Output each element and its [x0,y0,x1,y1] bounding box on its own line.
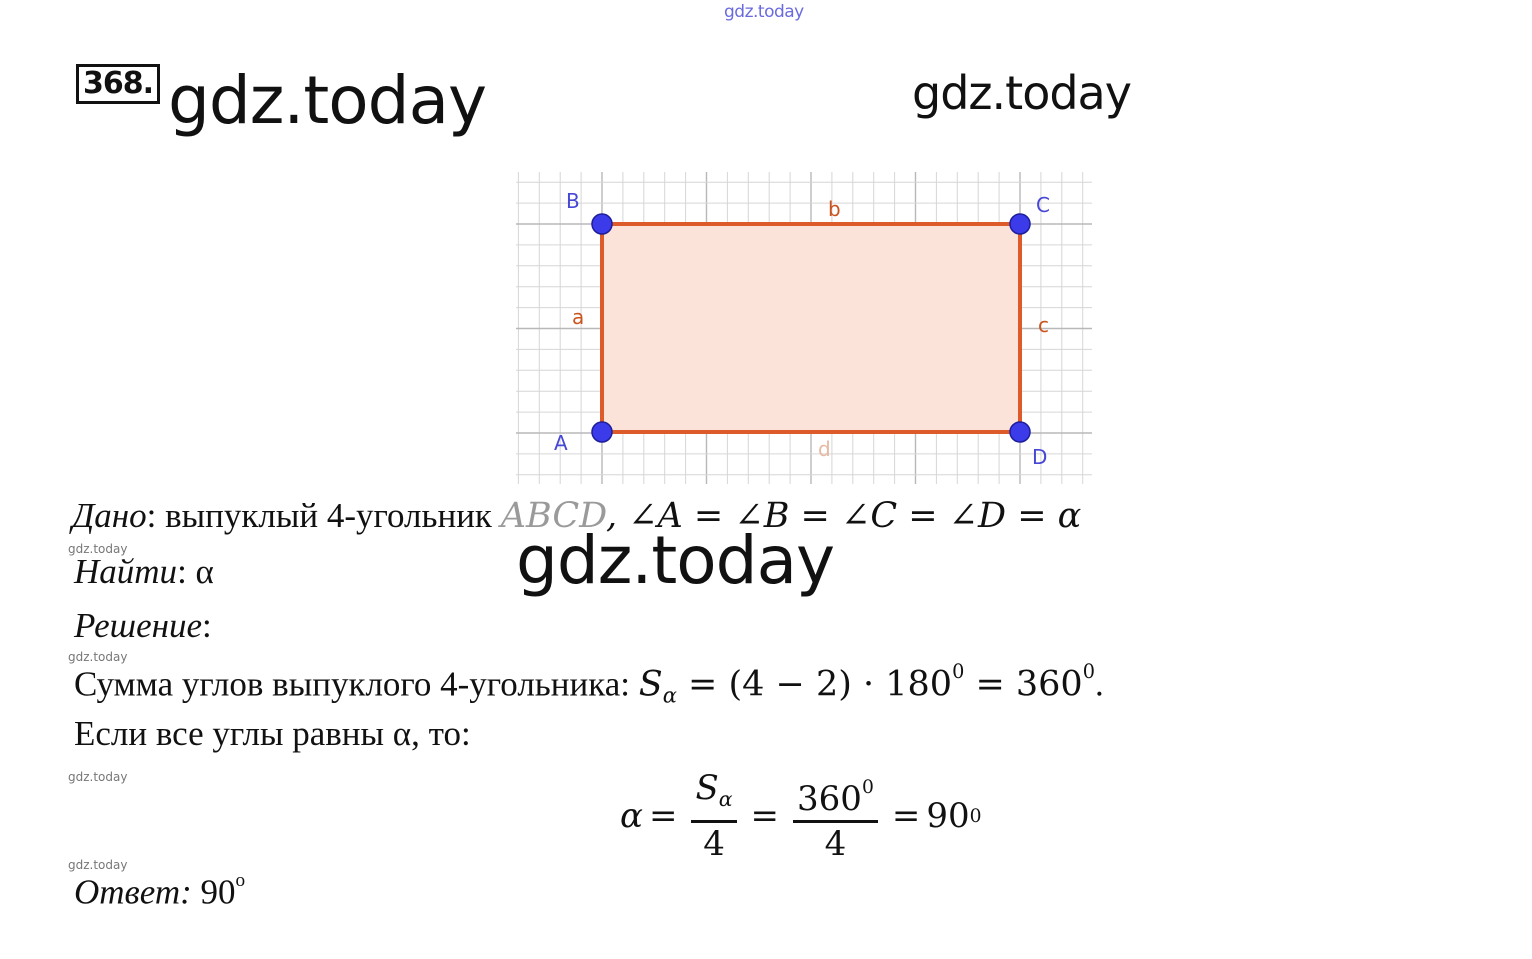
given-label: Дано [72,496,147,535]
solution-heading [74,606,212,646]
find-label: Найти [74,552,178,591]
fraction-num-subscript: α [718,787,733,812]
watermark-top: gdz.today [724,2,804,22]
watermark-small: gdz.today [68,650,128,664]
answer-label: Ответ: [74,872,192,912]
solution-text-1: Сумма углов выпуклого 4-угольника: [74,664,639,704]
watermark-small: gdz.today [68,770,128,784]
degree-mark: o [235,870,246,891]
degree-mark: 0 [969,805,982,827]
watermark-small: gdz.today [68,858,128,872]
sum-symbol: S [638,664,663,705]
vertex-label-b: B [566,189,580,213]
solution-line-1 [74,660,1104,708]
watermark-large: gdz.today [912,66,1131,120]
given-text: выпуклый 4-угольник [156,496,501,535]
solution-text-2: Если все углы равны α, то: [74,714,471,753]
formula-equals: = [891,796,921,836]
vertex-d-point [1010,422,1030,442]
vertex-label-a: A [554,431,568,455]
watermark-large: gdz.today [516,522,835,599]
rectangle-figure [516,172,1096,488]
fraction-sum-over-four [691,767,736,865]
formula-result: 90 [926,796,970,836]
sum-subscript: α [662,683,677,708]
fraction-numerator: 360 [797,778,862,819]
side-label-d: d [818,437,831,461]
rectangle-fill [602,224,1020,432]
formula-alpha: α [620,796,643,836]
vertex-label-c: C [1036,193,1050,217]
fraction-360-over-four [793,767,878,865]
vertex-b-point [592,214,612,234]
vertex-label-d: D [1032,445,1048,469]
side-label-c: c [1038,313,1049,337]
fraction-denominator: 4 [824,823,847,864]
side-label-a: a [572,305,585,329]
degree-mark: 0 [952,660,965,683]
answer-value: 90 [191,872,236,912]
solution-line-2 [74,714,471,754]
solution-label: Решение [74,606,203,645]
sum-expression: = (4 − 2) · 180 [676,664,953,705]
vertex-c-point [1010,214,1030,234]
fraction-denominator: 4 [703,824,725,865]
formula-equals: = [750,796,780,836]
problem-number: 368. [76,64,160,104]
formula-equals: = [648,796,678,836]
answer-line [74,870,245,912]
sum-equals: = 360 [964,664,1083,705]
vertex-a-point [592,422,612,442]
given-colon: : [146,496,157,535]
find-text: : α [177,552,214,591]
solution-colon: : [202,606,212,645]
degree-mark: 0 [861,777,874,799]
side-label-b: b [828,197,841,221]
watermark-large: gdz.today [168,62,487,139]
sum-end: . [1094,664,1104,704]
find-line [74,552,214,592]
fraction-num-symbol: S [695,767,719,808]
given-angles: , ∠A = ∠B = ∠C = ∠D = α [605,496,1082,536]
alpha-formula [620,764,982,868]
given-figure-name: ABCD [500,496,606,536]
watermark-small: gdz.today [68,542,128,556]
degree-mark: 0 [1082,660,1095,683]
